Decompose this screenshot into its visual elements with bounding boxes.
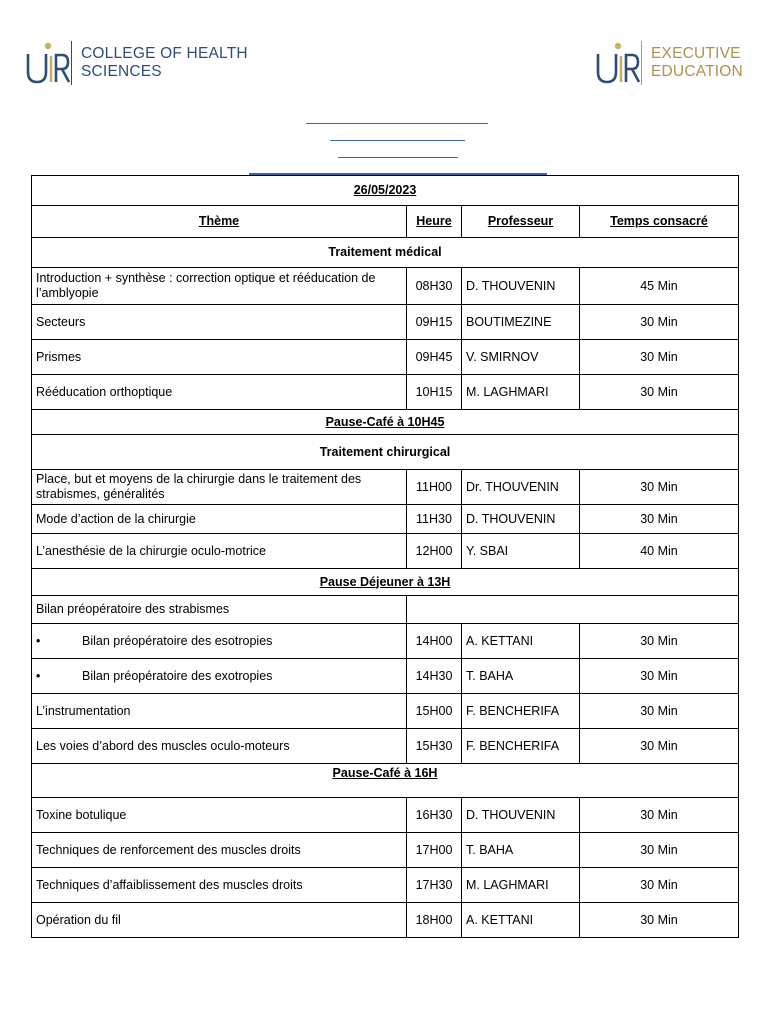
cell-hour: 16H30: [407, 798, 462, 833]
cell-hour: 11H00: [407, 470, 462, 505]
title-underline-1: [306, 123, 488, 124]
cell-theme: [32, 624, 407, 659]
cell-theme: Rééducation orthoptique: [32, 375, 407, 410]
cell-professor: M. LAGHMARI: [462, 375, 580, 410]
uir-logo-icon: [596, 40, 640, 86]
break-row: [32, 764, 739, 798]
cell-time: 30 Min: [580, 624, 739, 659]
section-title: Traitement médical: [32, 238, 739, 268]
cell-time: 40 Min: [580, 534, 739, 569]
cell-hour: 14H30: [407, 659, 462, 694]
cell-theme: Secteurs: [32, 305, 407, 340]
cell-theme: [32, 659, 407, 694]
logo-line-2: SCIENCES: [81, 63, 162, 80]
cell-theme: Mode d’action de la chirurgie: [32, 505, 407, 534]
table-row: [32, 534, 739, 569]
column-header-theme: Thème: [32, 206, 407, 238]
section-row: [32, 238, 739, 268]
cell-professor: F. BENCHERIFA: [462, 729, 580, 764]
cell-time: 30 Min: [580, 903, 739, 938]
college-of-health-sciences-logo: [26, 40, 248, 86]
cell-theme: Les voies d’abord des muscles oculo-moteurs: [32, 729, 407, 764]
table-row: [32, 903, 739, 938]
cell-hour: 15H30: [407, 729, 462, 764]
column-header-time: Temps consacré: [580, 206, 739, 238]
cell-theme: Techniques de renforcement des muscles droits: [32, 833, 407, 868]
table-row: [32, 268, 739, 305]
uir-logo-icon: [26, 40, 70, 86]
cell-hour: 08H30: [407, 268, 462, 305]
cell-professor: M. LAGHMARI: [462, 868, 580, 903]
break-title: Pause-Café à 16H: [32, 764, 739, 798]
cell-professor: F. BENCHERIFA: [462, 694, 580, 729]
break-row: [32, 569, 739, 596]
section-title: Traitement chirurgical: [32, 435, 739, 470]
break-title: Pause-Café à 10H45: [32, 410, 739, 435]
cell-time: 30 Min: [580, 833, 739, 868]
cell-hour: 15H00: [407, 694, 462, 729]
cell-hour: 12H00: [407, 534, 462, 569]
table-row: [32, 798, 739, 833]
cell-time: 30 Min: [580, 729, 739, 764]
subsection-title: Bilan préopératoire des strabismes: [32, 596, 407, 624]
title-underline-3: [338, 157, 458, 158]
cell-professor: BOUTIMEZINE: [462, 305, 580, 340]
cell-professor: T. BAHA: [462, 659, 580, 694]
cell-theme: Techniques d’affaiblissement des muscles droits: [32, 868, 407, 903]
table-row: [32, 305, 739, 340]
logo-line-1: COLLEGE OF HEALTH: [81, 45, 248, 62]
cell-professor: T. BAHA: [462, 833, 580, 868]
logo-divider: [641, 41, 642, 85]
cell-time: 30 Min: [580, 305, 739, 340]
executive-education-logo: [596, 40, 743, 86]
cell-professor: A. KETTANI: [462, 903, 580, 938]
logo-line-1: EXECUTIVE: [651, 45, 741, 62]
cell-time: 30 Min: [580, 659, 739, 694]
cell-time: 30 Min: [580, 694, 739, 729]
table-row: [32, 868, 739, 903]
cell-time: 30 Min: [580, 798, 739, 833]
section-row: [32, 435, 739, 470]
header-row: [32, 206, 739, 238]
schedule-date: 26/05/2023: [32, 176, 739, 206]
cell-theme: L’instrumentation: [32, 694, 407, 729]
bullet-icon: •: [36, 633, 41, 648]
table-row: [32, 624, 739, 659]
logo-line-2: EDUCATION: [651, 63, 743, 80]
cell-time: 45 Min: [580, 268, 739, 305]
cell-hour: 11H30: [407, 505, 462, 534]
empty-cell: [407, 596, 739, 624]
cell-professor: D. THOUVENIN: [462, 268, 580, 305]
cell-theme-text: Bilan préopératoire des esotropies: [82, 633, 273, 648]
cell-professor: V. SMIRNOV: [462, 340, 580, 375]
cell-hour: 10H15: [407, 375, 462, 410]
cell-theme: Place, but et moyens de la chirurgie dans le traitement des strabismes, généralités: [32, 470, 407, 505]
column-header-professor: Professeur: [462, 206, 580, 238]
table-row: [32, 470, 739, 505]
column-header-hour: Heure: [407, 206, 462, 238]
table-row: [32, 729, 739, 764]
cell-theme-text: Bilan préopératoire des exotropies: [82, 668, 273, 683]
logo-divider: [71, 41, 72, 85]
date-row: [32, 176, 739, 206]
cell-theme: Opération du fil: [32, 903, 407, 938]
cell-time: 30 Min: [580, 868, 739, 903]
break-title: Pause Déjeuner à 13H: [32, 569, 739, 596]
table-row: [32, 694, 739, 729]
cell-hour: 09H45: [407, 340, 462, 375]
break-row: [32, 410, 739, 435]
cell-theme: L’anesthésie de la chirurgie oculo-motrice: [32, 534, 407, 569]
cell-time: 30 Min: [580, 505, 739, 534]
cell-time: 30 Min: [580, 470, 739, 505]
title-underline-2: [330, 140, 465, 141]
cell-professor: A. KETTANI: [462, 624, 580, 659]
table-row: [32, 659, 739, 694]
table-row: [32, 375, 739, 410]
table-row: [32, 505, 739, 534]
cell-hour: 18H00: [407, 903, 462, 938]
table-row: [32, 340, 739, 375]
table-row: [32, 833, 739, 868]
cell-professor: Y. SBAI: [462, 534, 580, 569]
cell-hour: 17H00: [407, 833, 462, 868]
cell-professor: Dr. THOUVENIN: [462, 470, 580, 505]
cell-theme: Introduction + synthèse : correction optique et rééducation de l’amblyopie: [32, 268, 407, 305]
cell-time: 30 Min: [580, 375, 739, 410]
cell-theme: Toxine botulique: [32, 798, 407, 833]
cell-hour: 09H15: [407, 305, 462, 340]
bullet-icon: •: [36, 668, 41, 683]
cell-professor: D. THOUVENIN: [462, 505, 580, 534]
cell-theme: Prismes: [32, 340, 407, 375]
schedule-table: [31, 175, 739, 938]
cell-time: 30 Min: [580, 340, 739, 375]
cell-hour: 14H00: [407, 624, 462, 659]
cell-professor: D. THOUVENIN: [462, 798, 580, 833]
cell-hour: 17H30: [407, 868, 462, 903]
subsection-row: [32, 596, 739, 624]
